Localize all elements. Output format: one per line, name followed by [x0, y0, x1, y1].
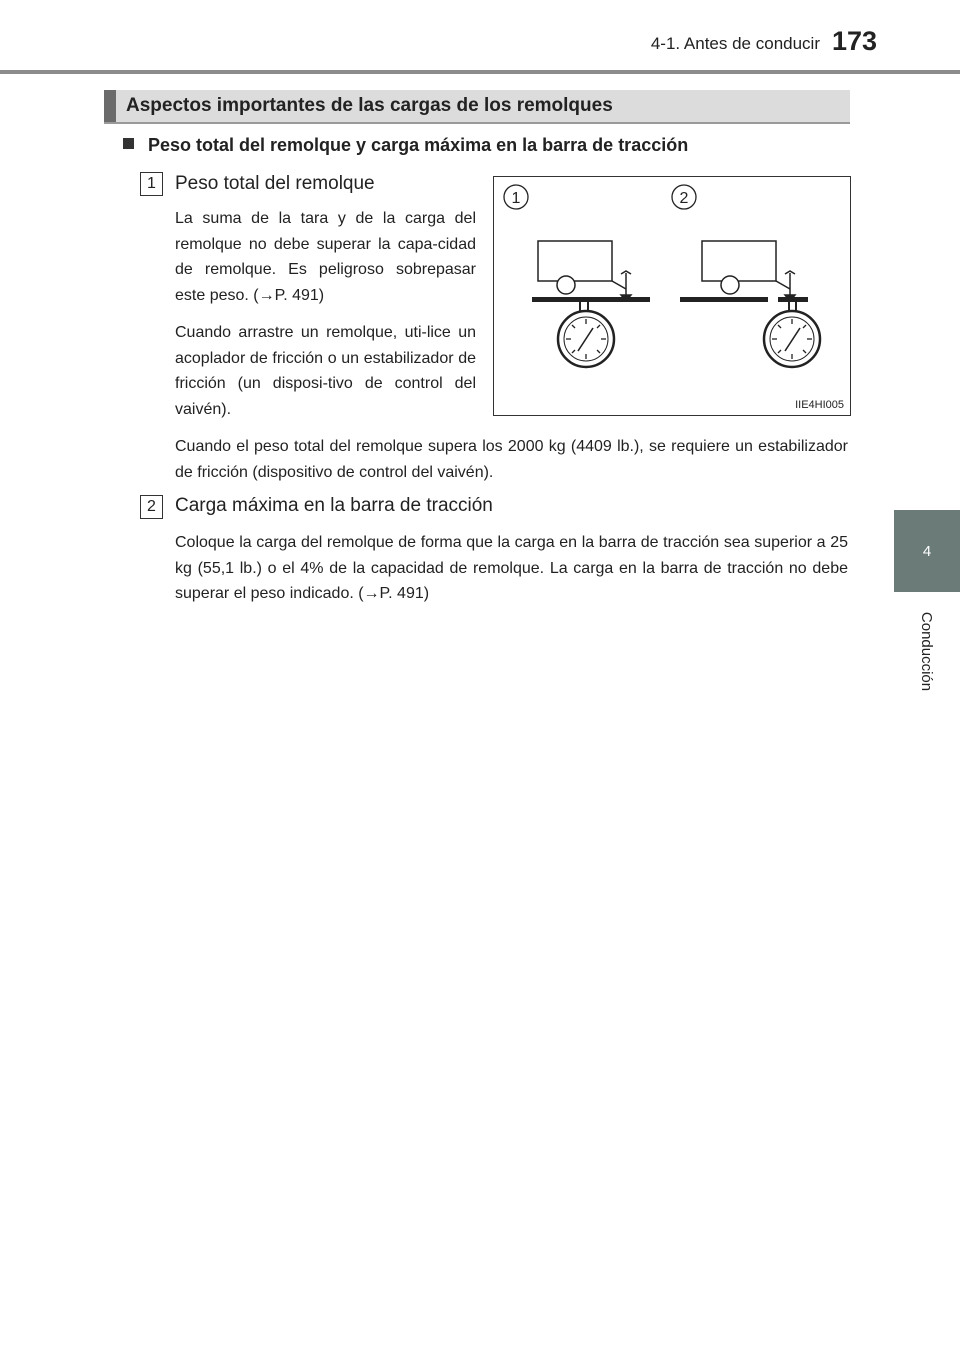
figure-label-2-text: 2 — [679, 190, 689, 207]
subheading-text: Peso total del remolque y carga máxima en la barra de tracción — [148, 135, 689, 155]
item-number-badge: 2 — [140, 495, 163, 519]
figure-label-2 — [672, 185, 696, 209]
chapter-number: 4 — [922, 542, 932, 560]
item-paragraph: La suma de la tara y de la carga del remolque no debe superar la capa-cidad de remolque. Es peligroso sobrepasar este peso. (→P. 491) — [175, 210, 476, 304]
item-paragraph: Cuando el peso total del remolque supera los 2000 kg (4409 lb.), se requiere un estabilizador de fricción (dispositivo de control del vaivén). — [175, 438, 848, 481]
subheading — [123, 135, 853, 156]
trailer-diagram — [494, 177, 850, 415]
chapter-label-container — [894, 596, 960, 706]
scale-gauge-right — [764, 311, 820, 367]
scale-platform-right — [778, 297, 808, 302]
vehicle-platform-right — [680, 297, 768, 302]
item-title: Peso total del remolque — [175, 173, 375, 194]
item-paragraph: Coloque la carga del remolque de forma que la carga en la barra de tracción sea superior a 25 kg (55,1 lb.) o el 4% de la capacidad de remolque. La carga en la barra de tracción no debe superar el peso indicado. (→P. 491) — [175, 534, 848, 602]
page-number: 173 — [832, 26, 878, 56]
section-title-bar — [104, 90, 850, 124]
square-bullet-icon — [123, 138, 134, 149]
trailer-weight-figure — [493, 176, 851, 416]
chapter-tab — [894, 510, 960, 592]
scale-platform-left — [532, 297, 650, 302]
running-header-section: 4-1. Antes de conducir — [650, 34, 820, 53]
trailer-left — [538, 241, 631, 301]
figure-label-1 — [504, 185, 528, 209]
chapter-label: Conducción — [918, 611, 936, 691]
figure-code: IIE4HI005 — [795, 399, 844, 411]
header-rule — [0, 70, 960, 74]
item-number-badge: 1 — [140, 172, 163, 196]
item-title: Carga máxima en la barra de tracción — [175, 495, 493, 516]
item-paragraph: Cuando arrastre un remolque, uti-lice un acoplador de fricción o un estabilizador de fricción (un disposi-tivo de control del vaivén). — [175, 324, 476, 418]
section-title: Aspectos importantes de las cargas de los remolques — [126, 95, 613, 116]
scale-gauge-left — [558, 311, 614, 367]
figure-label-1-text: 1 — [511, 190, 521, 207]
section-accent — [104, 90, 116, 122]
trailer-right — [702, 241, 795, 301]
